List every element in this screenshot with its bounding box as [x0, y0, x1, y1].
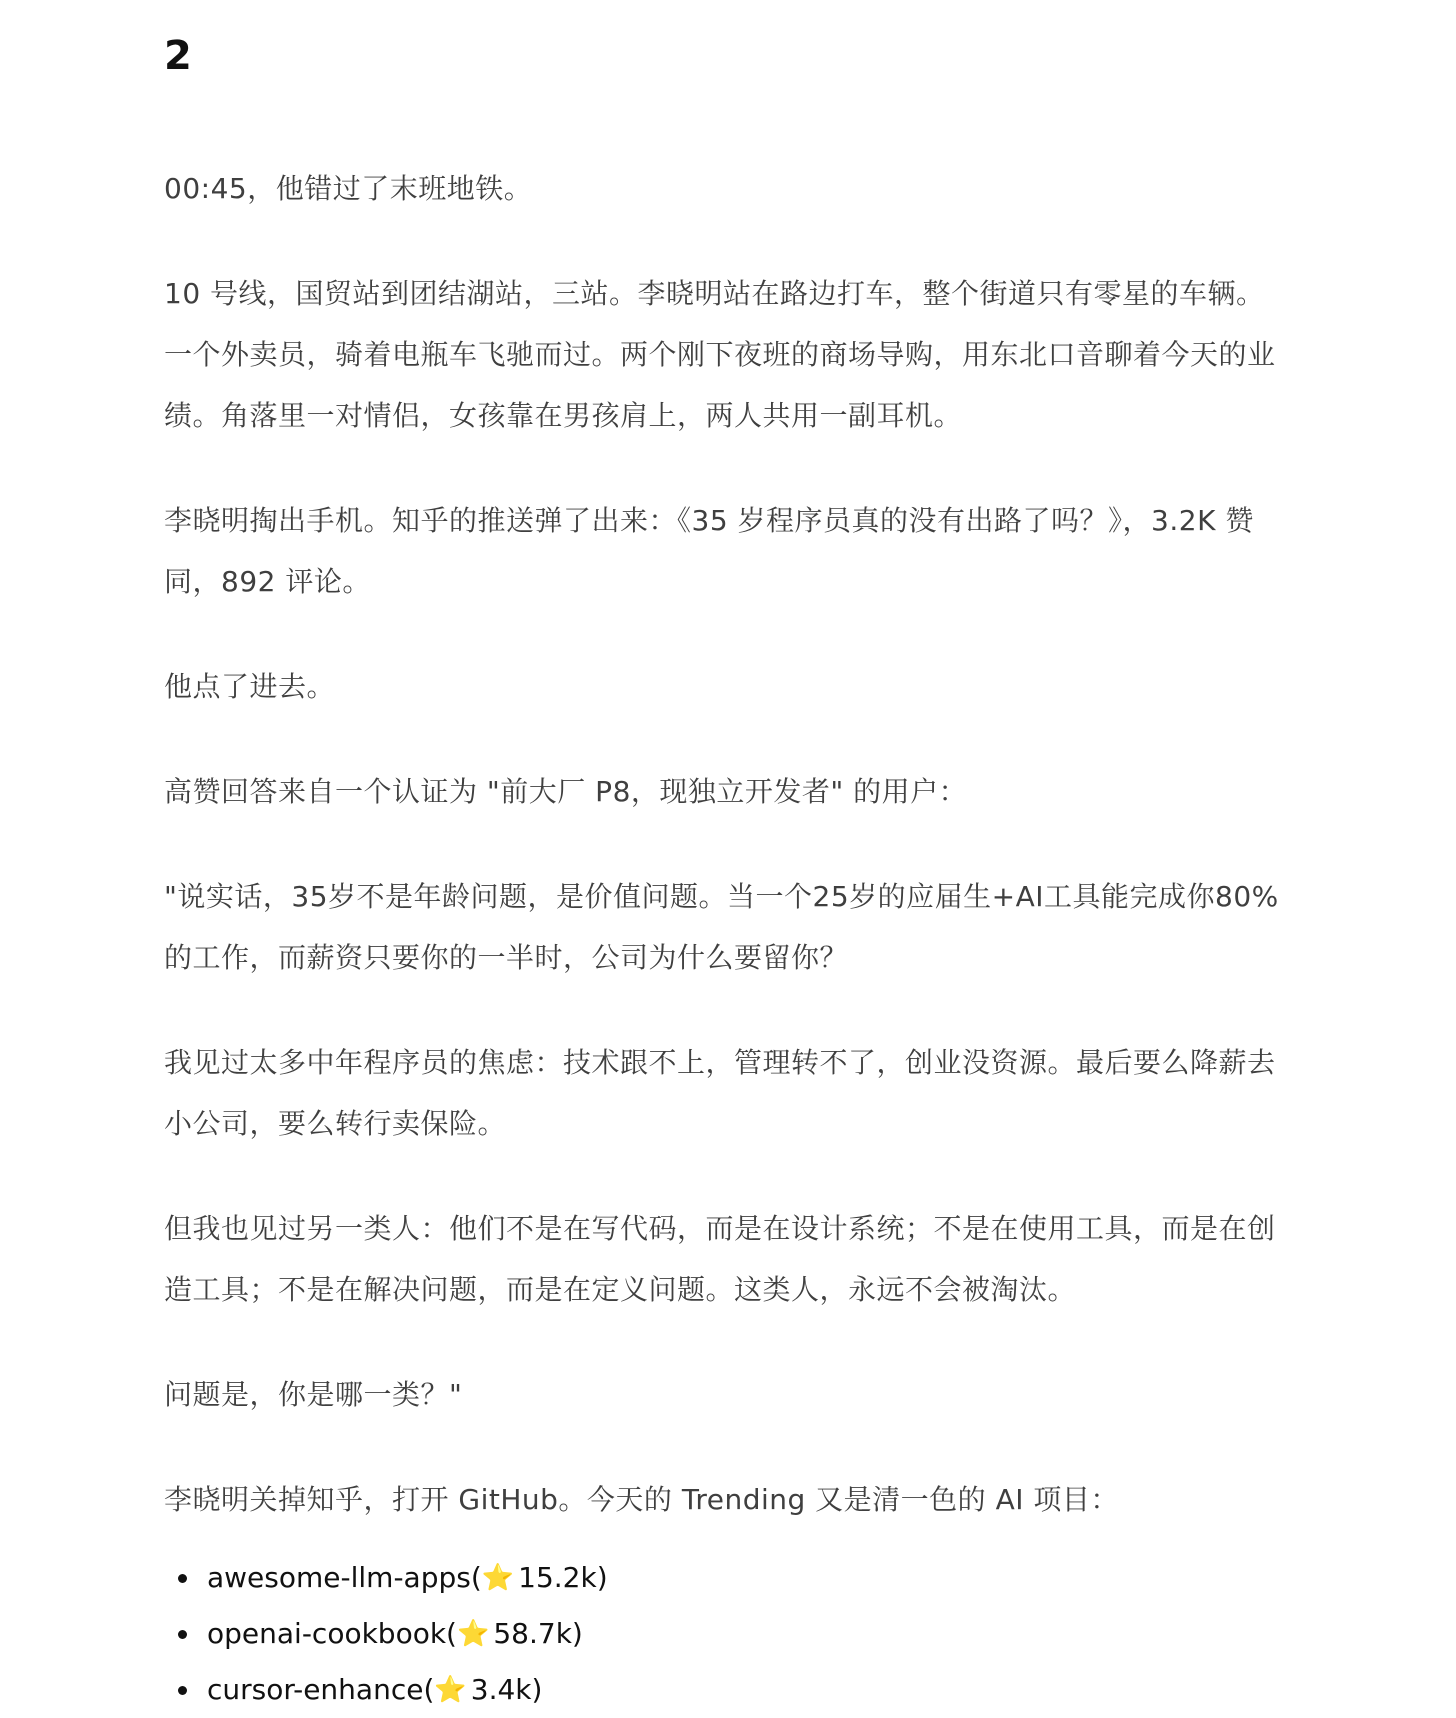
repo-name: cursor-enhance — [207, 1673, 424, 1706]
list-item — [178, 1550, 1280, 1606]
list-item — [178, 1606, 1280, 1662]
paragraph-10: 李晓明关掉知乎，打开 GitHub。今天的 Trending 又是清一色的 AI 项目： — [164, 1483, 1119, 1516]
paragraph-3: 李晓明掏出手机。知乎的推送弹了出来：《35 岁程序员真的没有出路了吗？》，3.2K 赞同，892 评论。 — [164, 504, 1254, 598]
paragraph-8: 但我也见过另一类人：他们不是在写代码，而是在设计系统；不是在使用工具，而是在创造工具；不是在解决问题，而是在定义问题。这类人，永远不会被淘汰。 — [164, 1212, 1276, 1306]
paren-close: ) — [571, 1617, 583, 1650]
star-icon: ⭐ — [481, 1563, 515, 1593]
paren-close: ) — [531, 1673, 543, 1706]
paragraph-5: 高赞回答来自一个认证为 "前大厂 P8，现独立开发者" 的用户： — [164, 775, 968, 808]
bullet-icon — [178, 1686, 187, 1695]
paragraph-4: 他点了进去。 — [164, 670, 336, 703]
article — [164, 0, 1280, 1718]
paragraph-1: 00:45，他错过了末班地铁。 — [164, 172, 533, 205]
paragraph-9: 问题是，你是哪一类？" — [164, 1378, 463, 1411]
paren-open: ( — [470, 1561, 482, 1594]
repo-stars: 15.2k — [518, 1561, 597, 1594]
star-icon: ⭐ — [434, 1675, 467, 1705]
paren-close: ) — [596, 1561, 608, 1594]
repo-name: openai-cookbook — [207, 1617, 447, 1650]
star-icon: ⭐ — [456, 1619, 490, 1649]
paren-open: ( — [423, 1673, 435, 1706]
paren-open: ( — [446, 1617, 457, 1650]
repo-stars: 3.4k — [470, 1673, 532, 1706]
repo-name: awesome-llm-apps — [207, 1561, 471, 1594]
list-item — [178, 1662, 1280, 1718]
bullet-icon — [178, 1574, 187, 1583]
paragraph-6: "说实话，35岁不是年龄问题，是价值问题。当一个25岁的应届生+AI工具能完成你80%的工作，而薪资只要你的一半时，公司为什么要留你？ — [164, 880, 1279, 974]
bullet-icon — [178, 1630, 187, 1639]
paragraph-2: 10 号线，国贸站到团结湖站，三站。李晓明站在路边打车，整个街道只有零星的车辆。一个外卖员，骑着电瓶车飞驰而过。两个刚下夜班的商场导购，用东北口音聊着今天的业绩。角落里一对情侣，女孩靠在男孩肩上，两人共用一副耳机。 — [164, 277, 1276, 432]
trending-list — [164, 1550, 1280, 1718]
repo-stars: 58.7k — [493, 1617, 572, 1650]
section-heading: 2 — [164, 33, 192, 79]
paragraph-7: 我见过太多中年程序员的焦虑：技术跟不上，管理转不了，创业没资源。最后要么降薪去小公司，要么转行卖保险。 — [164, 1046, 1276, 1140]
